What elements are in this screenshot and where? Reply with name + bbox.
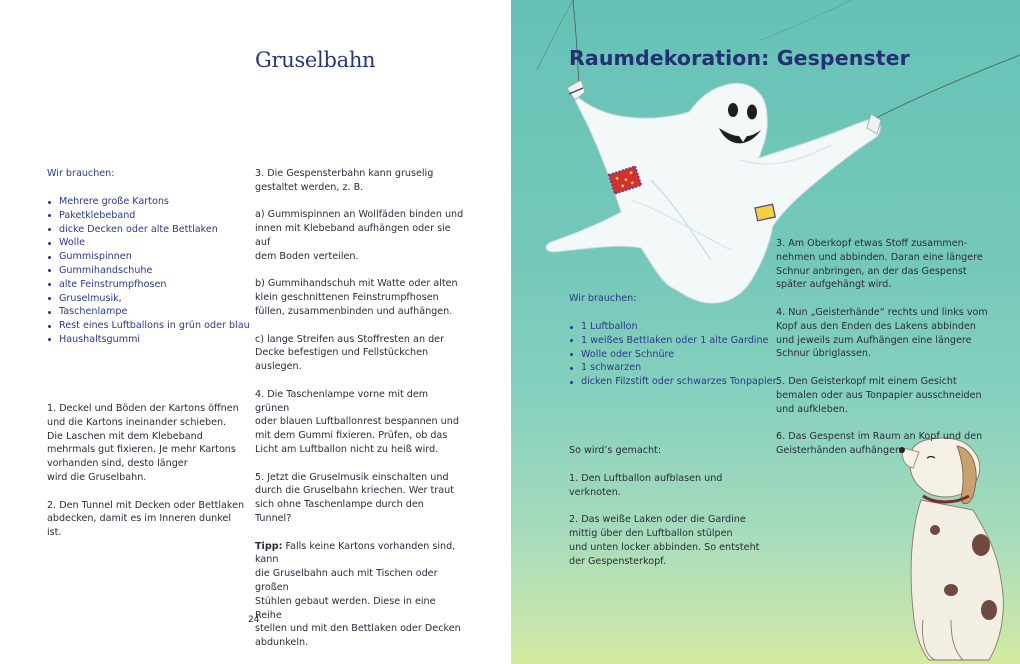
list-item: 1 schwarzen xyxy=(569,361,779,375)
list-item: Mehrere große Kartons xyxy=(47,195,250,209)
step-paragraph: 5. Den Geisterkopf mit einem Gesicht bemalen oder aus Tonpapier ausschneiden und aufkleben. xyxy=(776,375,982,415)
steps-column-2-left xyxy=(255,167,465,650)
howto-heading: So wird’s gemacht: xyxy=(569,445,662,456)
list-item: Gummihandschuhe xyxy=(47,264,250,278)
list-item: 1 Luftballon xyxy=(569,320,779,334)
page-number: 24 xyxy=(248,615,260,625)
step-paragraph: 2. Den Tunnel mit Decken oder Bettlaken abdecken, damit es im Inneren dunkel ist. xyxy=(47,499,245,539)
tip-text: Falls keine Kartons vorhanden sind, kann die Gruselbahn auch mit Tischen oder großen Stühlen gebaut werden. Diese in eine Reihe stellen und mit den Bettlaken oder Decken abdunkeln. xyxy=(255,540,461,649)
list-item: dicke Decken oder alte Bettlaken xyxy=(47,223,250,237)
list-item: Haushaltsgummi xyxy=(47,333,250,347)
needs-heading-left: Wir brauchen: xyxy=(47,168,115,179)
right-page xyxy=(511,0,1020,664)
list-item: Wolle xyxy=(47,236,250,250)
steps-column-1-left xyxy=(47,402,247,540)
tip-paragraph xyxy=(255,540,465,650)
list-item: dicken Filzstift oder schwarzes Tonpapier. xyxy=(569,375,779,389)
dog-icon xyxy=(899,438,1003,660)
needs-list-left xyxy=(47,195,250,347)
step-paragraph: 1. Den Luftballon aufblasen und verknoten. xyxy=(569,473,723,498)
list-item: Paketklebeband xyxy=(47,209,250,223)
steps-col2-paragraphs xyxy=(255,167,465,526)
step-paragraph: 1. Deckel und Böden der Kartons öffnen und die Kartons ineinander schieben. Die Laschen mit dem Klebeband mehrmals gut fixieren. Je mehr Kartons vorhanden sind, desto länger wird die Gruselbahn. xyxy=(47,403,239,483)
step-paragraph: 3. Die Gespensterbahn kann gruselig gestaltet werden, z. B. xyxy=(255,168,434,193)
list-item: 1 weißes Bettlaken oder 1 alte Gardine xyxy=(569,334,779,348)
step-paragraph: c) lange Streifen aus Stoffresten an der Decke befestigen und Fellstückchen auslegen. xyxy=(255,333,445,373)
list-item: Wolle oder Schnüre xyxy=(569,348,779,362)
steps-column-1-right xyxy=(569,472,769,569)
list-item: Gruselmusik, xyxy=(47,292,250,306)
list-item: Taschenlampe xyxy=(47,305,250,319)
step-paragraph: 5. Jetzt die Gruselmusik einschalten und durch die Gruselbahn kriechen. Wer traut sich ohne Taschenlampe durch den Tunnel? xyxy=(255,471,454,524)
step-paragraph: a) Gummispinnen an Wollfäden binden und innen mit Klebeband aufhängen oder sie auf dem Boden verteilen. xyxy=(255,209,464,262)
needs-heading-right: Wir brauchen: xyxy=(569,293,637,304)
list-item: Rest eines Luftballons in grün oder blau xyxy=(47,319,250,333)
step-paragraph: 3. Am Oberkopf etwas Stoff zusammen- nehmen und abbinden. Daran eine längere Schnur anbringen, an der das Gespenst später aufgehängt wird. xyxy=(776,238,983,291)
step-paragraph: 6. Das Gespenst im Raum an Kopf und den Geisterhänden aufhängen. xyxy=(776,431,983,456)
page-title-gruselbahn: Gruselbahn xyxy=(255,48,376,72)
step-paragraph: b) Gummihandschuh mit Watte oder alten klein geschnittenen Feinstrumpfhosen füllen, zusammenbinden und aufhängen. xyxy=(255,278,458,317)
page-title-raumdekoration: Raumdekoration: Gespenster xyxy=(569,46,910,70)
step-paragraph: 4. Nun „Geisterhände“ rechts und links vom Kopf aus den Enden des Lakens abbinden und jeweils zum Aufhängen eine längere Schnur übriglassen. xyxy=(776,306,988,360)
tip-label: Tipp: xyxy=(255,540,283,552)
step-paragraph: 4. Die Taschenlampe vorne mit dem grünen oder blauen Luftballonrest bespannen und mit dem Gummi fixieren. Prüfen, ob das Licht am Luftballon nicht zu heiß wird. xyxy=(255,388,459,455)
needs-list-right xyxy=(569,320,779,389)
step-paragraph: 2. Das weiße Laken oder die Gardine mittig über den Luftballon stülpen und unten locker abbinden. So entsteht der Gespensterkopf. xyxy=(569,514,760,567)
list-item: Gummispinnen xyxy=(47,250,250,264)
steps-column-2-right xyxy=(776,237,991,458)
list-item: alte Feinstrumpfhosen xyxy=(47,278,250,292)
